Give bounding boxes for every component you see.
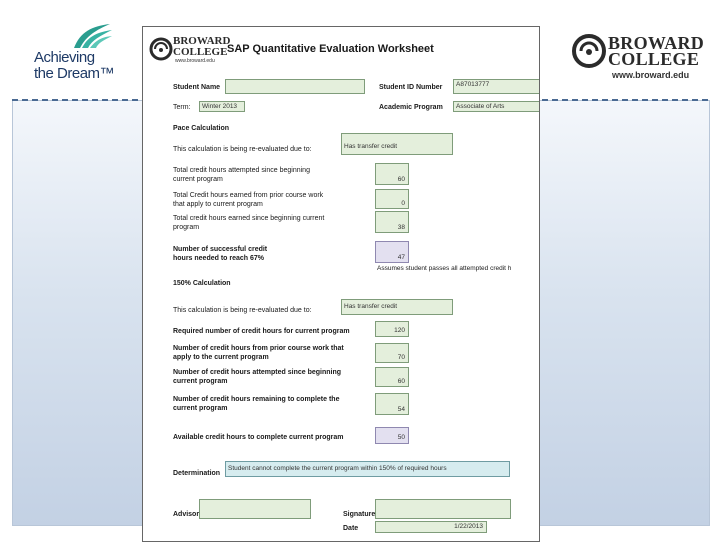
determination-label: Determination bbox=[173, 470, 221, 477]
broward-url: www.broward.edu bbox=[612, 70, 690, 80]
broward-seal-icon bbox=[572, 34, 606, 68]
p150-heading: 150% Calculation bbox=[173, 280, 231, 287]
broward-name-line2: COLLEGE bbox=[608, 49, 700, 69]
pace-row1-label-b: current program bbox=[173, 176, 223, 183]
achieving-the-dream-logo bbox=[20, 22, 140, 82]
p150-row5-label: Available credit hours to complete current program bbox=[173, 434, 344, 441]
student-name-field[interactable] bbox=[225, 79, 365, 94]
pace-row2-label-b: that apply to current program bbox=[173, 201, 263, 208]
broward-college-logo bbox=[570, 32, 705, 82]
p150-row1-label: Required number of credit hours for current program bbox=[173, 328, 350, 335]
term-label: Term: bbox=[173, 104, 191, 111]
p150-row5-field[interactable]: 50 bbox=[375, 427, 409, 444]
signature-label: Signature bbox=[343, 511, 376, 518]
atd-line2: the Dream™ bbox=[34, 65, 115, 82]
pace-row1-field[interactable]: 60 bbox=[375, 163, 409, 185]
student-id-field[interactable]: A87013777 bbox=[453, 79, 540, 94]
atd-line1: Achieving bbox=[34, 49, 95, 66]
signature-field[interactable] bbox=[375, 499, 511, 519]
p150-row2-label-b: apply to the current program bbox=[173, 354, 269, 361]
sap-worksheet bbox=[142, 26, 540, 542]
pace-reeval-field[interactable]: Has transfer credit bbox=[341, 133, 453, 155]
pace-note: Assumes student passes all attempted credit h bbox=[377, 265, 512, 272]
p150-reeval-label: This calculation is being re-evaluated due to: bbox=[173, 307, 312, 314]
p150-row4-field[interactable]: 54 bbox=[375, 393, 409, 415]
atd-flame-icon bbox=[70, 22, 114, 50]
p150-row2-label-a: Number of credit hours from prior course work that bbox=[173, 345, 344, 352]
p150-row4-label-a: Number of credit hours remaining to complete the bbox=[173, 396, 340, 403]
advisor-field[interactable] bbox=[199, 499, 311, 519]
pace-reeval-label: This calculation is being re-evaluated due to: bbox=[173, 146, 312, 153]
academic-program-field[interactable]: Associate of Arts bbox=[453, 101, 540, 112]
pace-row3-label-a: Total credit hours earned since beginning current bbox=[173, 215, 325, 222]
pace-row4-field[interactable]: 47 bbox=[375, 241, 409, 263]
pace-row3-field[interactable]: 38 bbox=[375, 211, 409, 233]
worksheet-title: SAP Quantitative Evaluation Worksheet bbox=[227, 43, 434, 55]
p150-row4-label-b: current program bbox=[173, 405, 228, 412]
p150-row3-label-a: Number of credit hours attempted since beginning bbox=[173, 369, 342, 376]
worksheet-logo-url: www.broward.edu bbox=[175, 58, 215, 64]
p150-row1-field[interactable]: 120 bbox=[375, 321, 409, 337]
worksheet-logo-line1: BROWARD bbox=[173, 35, 231, 47]
p150-reeval-field[interactable]: Has transfer credit bbox=[341, 299, 453, 315]
pace-row3-label-b: program bbox=[173, 224, 200, 231]
date-label: Date bbox=[343, 525, 359, 532]
p150-row3-field[interactable]: 60 bbox=[375, 367, 409, 387]
pace-row2-field[interactable]: 0 bbox=[375, 189, 409, 209]
pace-heading: Pace Calculation bbox=[173, 125, 230, 132]
worksheet-seal-icon bbox=[149, 37, 173, 61]
pace-row1-label-a: Total credit hours attempted since beginning bbox=[173, 167, 310, 174]
term-field[interactable]: Winter 2013 bbox=[199, 101, 245, 112]
worksheet-logo-line2: COLLEGE bbox=[173, 46, 228, 58]
date-field[interactable]: 1/22/2013 bbox=[375, 521, 487, 533]
advisor-label: Advisor bbox=[173, 511, 200, 518]
p150-row3-label-b: current program bbox=[173, 378, 228, 385]
student-name-label: Student Name bbox=[173, 84, 221, 91]
student-id-label: Student ID Number bbox=[379, 84, 443, 91]
pace-row4-label-a: Number of successful credit bbox=[173, 246, 268, 253]
pace-row2-label-a: Total Credit hours earned from prior course work bbox=[173, 192, 324, 199]
academic-program-label: Academic Program bbox=[379, 104, 443, 111]
determination-field[interactable]: Student cannot complete the current program within 150% of required hours bbox=[225, 461, 510, 477]
broward-name-line1: BROWARD bbox=[608, 33, 705, 53]
p150-row2-field[interactable]: 70 bbox=[375, 343, 409, 363]
pace-row4-label-b: hours needed to reach 67% bbox=[173, 255, 265, 262]
atd-wordmark bbox=[34, 50, 114, 82]
